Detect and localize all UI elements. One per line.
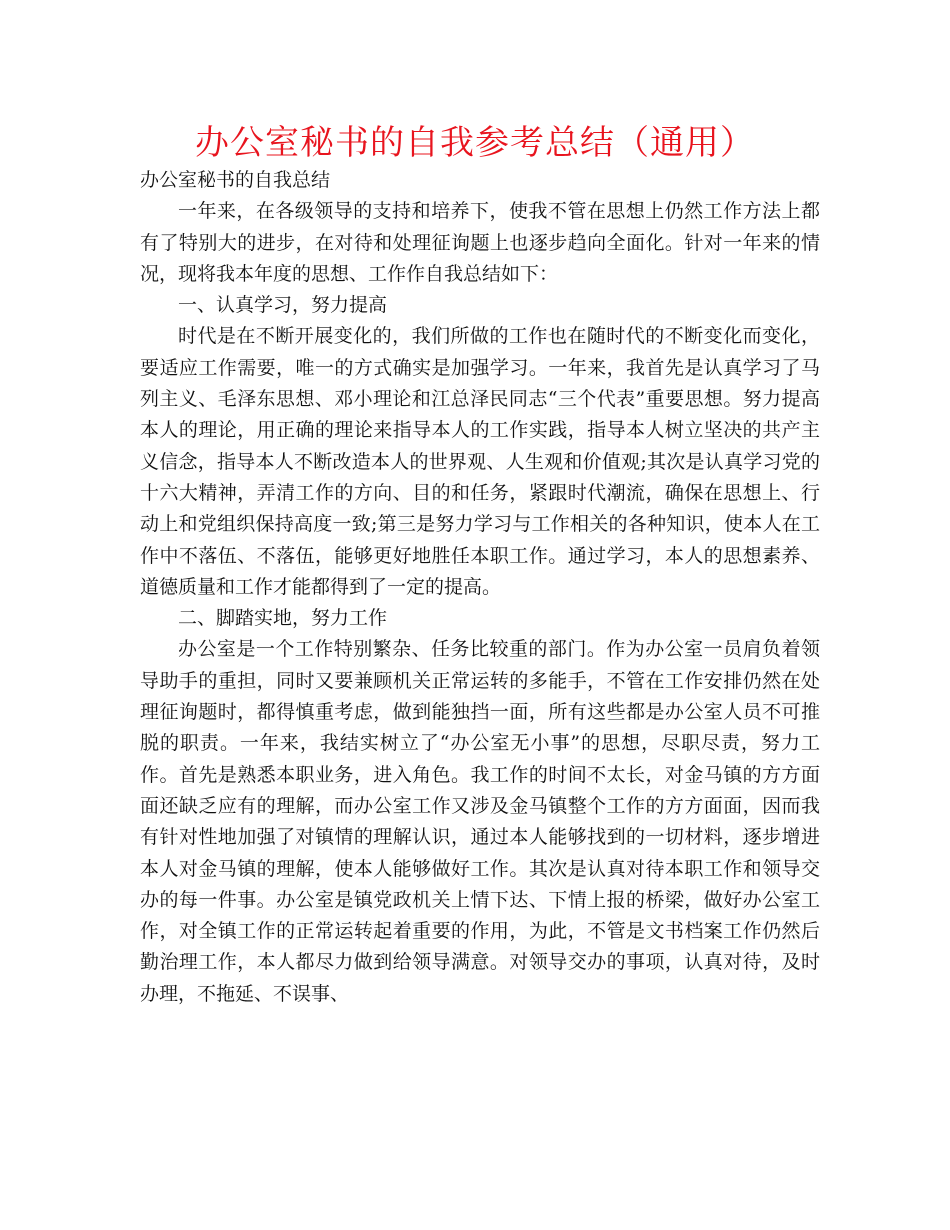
body-paragraph: 时代是在不断开展变化的，我们所做的工作也在随时代的不断变化而变化，要适应工作需要，唯一的方式确实是加强学习。一年来，我首先是认真学习了马列主义、毛泽东思想、邓小理论和江总泽民同志“三个代表”重要思想。努力提高本人的理论，用正确的理论来指导本人的工作实践，指导本人树立坚决的共产主义信念，指导本人不断改造本人的世界观、人生观和价值观;其次是认真学习党的十六大精神，弄清工作的方向、目的和任务，紧跟时代潮流，确保在思想上、行动上和党组织保持高度一致;第三是努力学习与工作相关的各种知识，使本人在工作中不落伍、不落伍，能够更好地胜任本职工作。通过学习，本人的思想素养、道德质量和工作才能都得到了一定的提高。: [140, 325, 820, 598]
document-title: 办公室秘书的自我参考总结（通用）: [195, 123, 755, 163]
body-paragraph: 一年来，在各级领导的支持和培养下，使我不管在思想上仍然工作方法上都有了特别大的进步，在对待和处理征询题上也逐步趋向全面化。针对一年来的情况，现将我本年度的思想、工作作自我总结如下：: [140, 200, 820, 285]
section-heading: 二、脚踏实地，努力工作: [178, 607, 388, 630]
section-heading: 一、认真学习，努力提高: [178, 294, 388, 317]
body-paragraph: 办公室是一个工作特别繁杂、任务比较重的部门。作为办公室一员肩负着领导助手的重担，同时又要兼顾机关正常运转的多能手，不管在工作安排仍然在处理征询题时，都得慎重考虑，做到能独挡一面，所有这些都是办公室人员不可推脱的职责。一年来，我结实树立了“办公室无小事”的思想，尽职尽责，努力工作。首先是熟悉本职业务，进入角色。我工作的时间不太长，对金马镇的方方面面还缺乏应有的理解，而办公室工作又涉及金马镇整个工作的方方面面，因而我有针对性地加强了对镇情的理解认识，通过本人能够找到的一切材料，逐步增进本人对金马镇的理解，使本人能够做好工作。其次是认真对待本职工作和领导交办的每一件事。办公室是镇党政机关上情下达、下情上报的桥梁，做好办公室工作，对全镇工作的正常运转起着重要的作用，为此，不管是文书档案工作仍然后勤治理工作，本人都尽力做到给领导满意。对领导交办的事项，认真对待，及时办理，不拖延、不误事、: [140, 638, 820, 1005]
document-body: [140, 165, 820, 1010]
document-subtitle: 办公室秘书的自我总结: [140, 169, 331, 191]
